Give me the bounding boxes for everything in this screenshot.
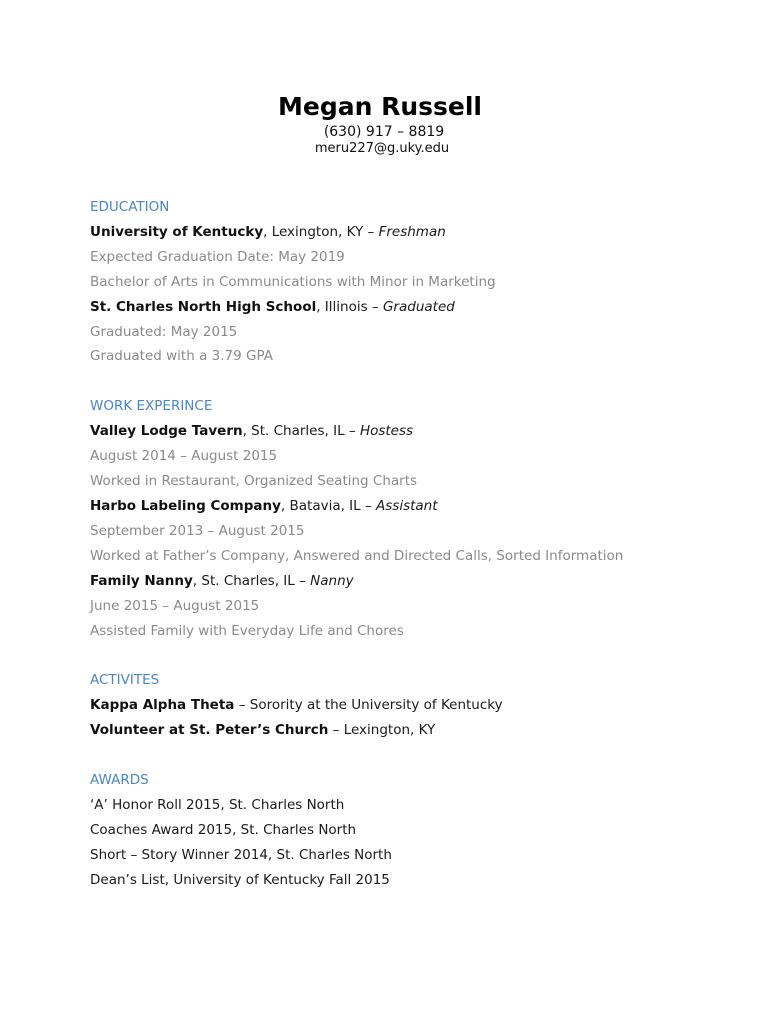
education-section	[90, 195, 730, 369]
entry-location: , St. Charles, IL –	[192, 572, 311, 589]
entry-role: Nanny	[310, 572, 354, 589]
entry-role: Assistant	[376, 497, 438, 514]
section-heading-work: WORK EXPERINCE	[90, 398, 213, 415]
education-entry	[90, 295, 730, 320]
entry-organization: Family Nanny	[90, 572, 193, 589]
section-heading-awards: AWARDS	[90, 772, 149, 789]
resume-name: Megan Russell	[277, 92, 482, 121]
section-heading-activities: ACTIVITES	[90, 672, 160, 689]
resume-body	[90, 195, 730, 893]
entry-detail: Graduated with a 3.79 GPA	[90, 348, 273, 365]
award-item: Dean’s List, University of Kentucky Fall 2015	[90, 871, 390, 888]
entry-role: Hostess	[359, 423, 414, 440]
activity-entry	[90, 693, 730, 718]
entry-location: , St. Charles, IL –	[242, 423, 360, 440]
section-heading-education: EDUCATION	[90, 199, 170, 215]
work-entry	[90, 569, 730, 594]
entry-organization: Valley Lodge Tavern	[90, 423, 243, 440]
activity-entry	[90, 718, 730, 743]
awards-section	[90, 768, 730, 893]
entry-organization: St. Charles North High School	[90, 298, 317, 315]
entry-organization: Harbo Labeling Company	[90, 497, 281, 514]
work-entry	[90, 494, 730, 519]
entry-detail: Bachelor of Arts in Communications with Minor in Marketing	[90, 273, 496, 290]
entry-detail: Expected Graduation Date: May 2019	[90, 248, 345, 265]
entry-location: , Illinois –	[316, 298, 383, 315]
award-item: ‘A’ Honor Roll 2015, St. Charles North	[90, 797, 345, 814]
email-address: meru227@g.uky.edu	[314, 141, 450, 156]
award-item: Coaches Award 2015, St. Charles North	[90, 821, 357, 838]
entry-detail: Worked in Restaurant, Organized Seating Charts	[90, 473, 418, 490]
entry-location: , Lexington, KY –	[263, 223, 379, 240]
activity-description: – Sorority at the University of Kentucky	[234, 697, 503, 714]
entry-detail: Graduated: May 2015	[90, 323, 238, 340]
phone-number: (630) 917 – 8819	[323, 124, 445, 140]
entry-role: Graduated	[382, 298, 455, 315]
entry-organization: Kappa Alpha Theta	[90, 697, 235, 714]
activity-description: – Lexington, KY	[328, 722, 436, 739]
entry-role: Freshman	[378, 223, 446, 240]
education-entry	[90, 220, 730, 245]
entry-location: , Batavia, IL –	[280, 497, 377, 514]
work-entry	[90, 419, 730, 444]
entry-detail: September 2013 – August 2015	[90, 522, 305, 539]
activities-section	[90, 668, 730, 743]
award-item: Short – Story Winner 2014, St. Charles North	[90, 846, 392, 863]
work-experience-section	[90, 394, 730, 643]
entry-detail: August 2014 – August 2015	[90, 448, 278, 465]
entry-organization: University of Kentucky	[90, 223, 264, 240]
entry-detail: Worked at Father’s Company, Answered and Directed Calls, Sorted Information	[90, 547, 624, 564]
entry-detail: June 2015 – August 2015	[90, 597, 260, 614]
entry-organization: Volunteer at St. Peter’s Church	[90, 722, 329, 739]
entry-detail: Assisted Family with Everyday Life and Chores	[90, 622, 404, 639]
